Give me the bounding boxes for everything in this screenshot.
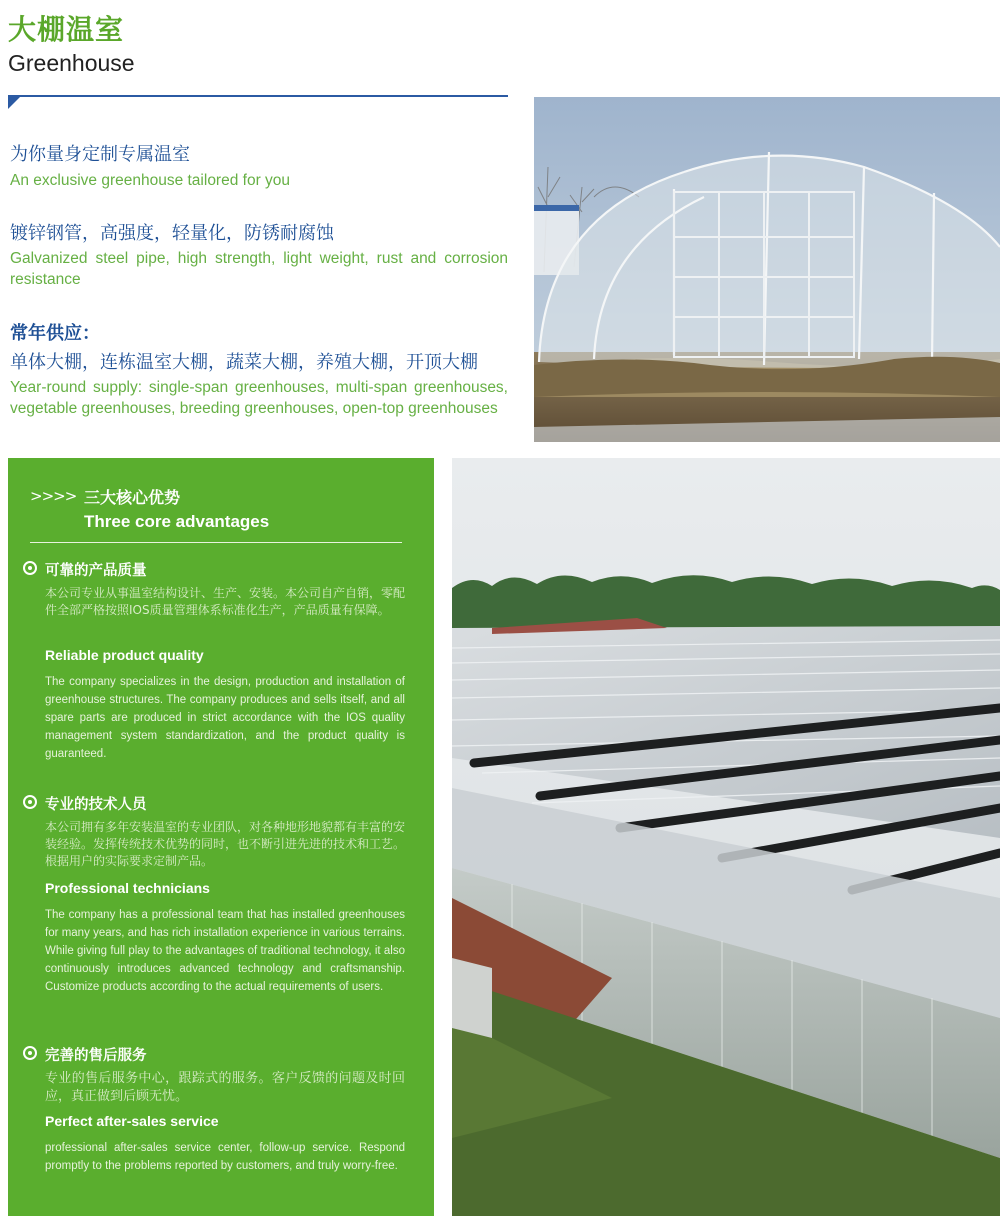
service-title-en: Perfect after-sales service (45, 1113, 219, 1129)
service-body-cn: 专业的售后服务中心，跟踪式的服务。客户反馈的问题及时回应，真正做到后顾无忧。 (45, 1071, 405, 1104)
intro-line1-cn: 为你量身定制专属温室 (10, 144, 190, 165)
page-title-cn: 大棚温室 (8, 13, 125, 46)
service-body-en: professional after-sales service center, follow-up service. Respond promptly to the problems reported by customers, and truly worry-free. (45, 1142, 405, 1172)
quality-title-en: Reliable product quality (45, 647, 204, 663)
divider-corner-mark (8, 97, 20, 109)
target-circle-icon (23, 561, 37, 575)
core-advantages-panel (8, 458, 434, 1216)
multi-span-illustration (452, 458, 1000, 1216)
page-title-en: Greenhouse (8, 50, 135, 76)
multi-span-greenhouse-photo (452, 458, 1000, 1216)
greenhouse-illustration (534, 97, 1000, 442)
service-title-cn: 完善的售后服务 (45, 1048, 147, 1064)
technicians-title-en: Professional technicians (45, 880, 210, 896)
target-circle-icon (23, 1046, 37, 1060)
technicians-body-cn: 本公司拥有多年安装温室的专业团队，对各种地形地貌都有丰富的安装经验。发挥传统技术优势的同时，也不断引进先进的技术和工艺。根据用户的实际要求定制产品。 (45, 820, 406, 868)
header-divider (8, 95, 508, 97)
quality-title-cn: 可靠的产品质量 (45, 563, 147, 579)
technicians-title-cn: 专业的技术人员 (45, 797, 147, 813)
advantages-heading-en: Three core advantages (84, 512, 270, 531)
panel-divider (30, 542, 402, 543)
single-span-greenhouse-photo (534, 97, 1000, 442)
supply-heading: 常年供应： (10, 323, 100, 344)
target-circle-icon (23, 795, 37, 809)
technicians-body-en: The company has a professional team that has installed greenhouses for many years, and has rich installation experience in various terrains. While giving full play to the advantages of traditional technology, it also continuously introduces advanced technology and craftsmanship. Customize products according to the actual requirements of users. (45, 909, 405, 993)
chevron-arrows-icon: >>>> (30, 487, 77, 505)
advantages-heading-cn: 三大核心优势 (84, 488, 181, 507)
quality-body-cn: 本公司专业从事温室结构设计、生产、安装。本公司自产自销，零配件全部严格按照IOS质量管理体系标准化生产，产品质量有保障。 (45, 586, 406, 617)
intro-line1-en: An exclusive greenhouse tailored for you (10, 172, 291, 189)
intro-line2-cn: 镀锌钢管，高强度，轻量化，防锈耐腐蚀 (10, 223, 334, 244)
quality-body-en: The company specializes in the design, production and installation of greenhouse structures. The company produces and sells itself, and all spare parts are produced in strict accordance with the IOS quality management system standardization, and the product quality is guaranteed. (45, 676, 405, 760)
intro-line2-en: Galvanized steel pipe, high strength, light weight, rust and corrosion resistance (10, 250, 508, 288)
supply-types-en: Year-round supply: single-span greenhouses, multi-span greenhouses, vegetable greenhouses, breeding greenhouses, open-top greenhouses (10, 379, 508, 417)
supply-types-cn: 单体大棚，连栋温室大棚，蔬菜大棚，养殖大棚，开顶大棚 (10, 352, 478, 373)
